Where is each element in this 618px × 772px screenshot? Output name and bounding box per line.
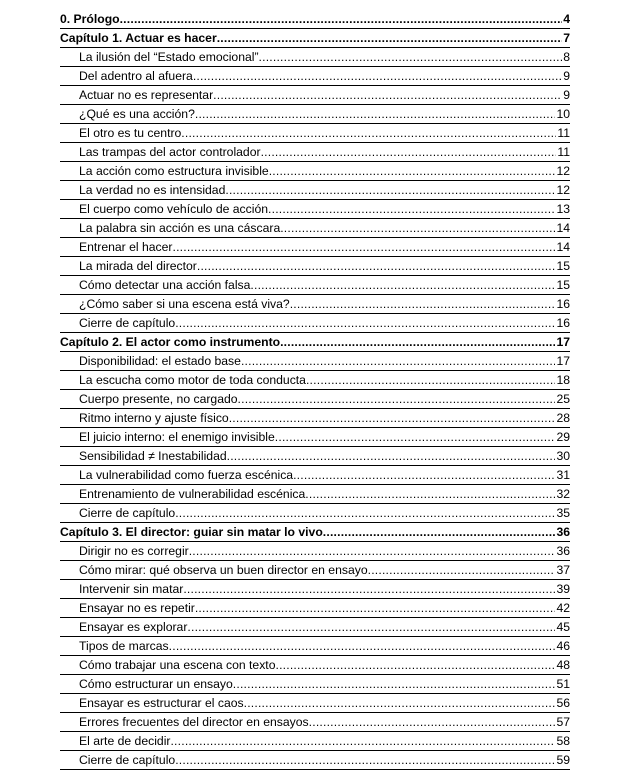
toc-title: Ensayar es estructurar el caos <box>79 696 244 710</box>
toc-entry-row[interactable] <box>60 599 570 618</box>
dot-leader <box>175 752 555 769</box>
dot-leader <box>305 486 555 503</box>
toc-entry-row[interactable] <box>60 485 570 504</box>
toc-page-number: 37 <box>556 563 570 577</box>
dot-leader <box>187 619 555 636</box>
toc-page-number: 51 <box>556 677 570 691</box>
toc-entry-row[interactable] <box>60 618 570 637</box>
toc-title: La escucha como motor de toda conducta <box>79 373 306 387</box>
toc-chapter-row[interactable] <box>60 333 570 352</box>
dot-leader <box>173 239 556 256</box>
toc-title: Sensibilidad ≠ Inestabilidad <box>79 449 227 463</box>
toc-title: La vulnerabilidad como fuerza escénica <box>79 468 294 482</box>
toc-entry-row[interactable] <box>60 124 570 143</box>
toc-page-number: 12 <box>556 164 570 178</box>
dot-leader <box>323 524 556 541</box>
toc-title: El arte de decidir <box>79 734 171 748</box>
toc-entry-row[interactable] <box>60 694 570 713</box>
toc-title: Ritmo interno y ajuste físico <box>79 411 229 425</box>
dot-leader <box>261 144 557 161</box>
toc-page-number: 15 <box>556 278 570 292</box>
toc-entry-row[interactable] <box>60 371 570 390</box>
toc-entry-row[interactable] <box>60 219 570 238</box>
toc-page-number: 14 <box>556 240 570 254</box>
dot-leader <box>280 220 555 237</box>
toc-entry-row[interactable] <box>60 580 570 599</box>
toc-chapter-row[interactable] <box>60 523 570 542</box>
toc-entry-row[interactable] <box>60 675 570 694</box>
toc-entry-row[interactable] <box>60 466 570 485</box>
toc-entry-row[interactable] <box>60 295 570 314</box>
toc-entry-row[interactable] <box>60 276 570 295</box>
toc-page-number: 45 <box>556 620 570 634</box>
toc-page-number: 36 <box>556 544 570 558</box>
toc-title: Cierre de capítulo <box>79 316 176 330</box>
toc-chapter-row[interactable] <box>60 29 570 48</box>
dot-leader <box>250 277 555 294</box>
toc-title: Disponibilidad: el estado base <box>79 354 241 368</box>
toc-title: ¿Qué es una acción? <box>79 107 195 121</box>
toc-title: Cómo detectar una acción falsa <box>79 278 251 292</box>
dot-leader <box>306 372 555 389</box>
dot-leader <box>189 543 556 560</box>
toc-page-number: 39 <box>556 582 570 596</box>
toc-entry-row[interactable] <box>60 656 570 675</box>
dot-leader <box>293 467 555 484</box>
toc-title: La acción como estructura invisible <box>79 164 269 178</box>
toc-page-number: 16 <box>556 297 570 311</box>
toc-page-number: 57 <box>556 715 570 729</box>
toc-title: 0. Prólogo <box>60 12 120 26</box>
dot-leader <box>268 201 555 218</box>
dot-leader <box>181 125 556 142</box>
toc-entry-row[interactable] <box>60 542 570 561</box>
toc-page-number: 48 <box>556 658 570 672</box>
dot-leader <box>169 638 556 655</box>
dot-leader <box>227 448 556 465</box>
toc-entry-row[interactable] <box>60 352 570 371</box>
dot-leader <box>175 315 555 332</box>
toc-page-number: 59 <box>556 753 570 767</box>
toc-title: Capítulo 2. El actor como instrumento <box>60 335 281 349</box>
toc-title: Capítulo 3. El director: guiar sin matar lo vivo <box>60 525 323 539</box>
toc-page-number: 11 <box>557 126 570 140</box>
dot-leader <box>259 49 563 66</box>
toc-page-number: 8 <box>563 50 570 64</box>
dot-leader <box>225 182 555 199</box>
toc-title: Dirigir no es corregir <box>79 544 189 558</box>
toc-page-number: 35 <box>556 506 570 520</box>
toc-entry-row[interactable] <box>60 428 570 447</box>
dot-leader <box>241 353 556 370</box>
toc-page-number: 25 <box>556 392 570 406</box>
toc-page-number: 30 <box>556 449 570 463</box>
toc-entry-row[interactable] <box>60 713 570 732</box>
toc-title: Intervenir sin matar <box>79 582 184 596</box>
dot-leader <box>238 391 556 408</box>
toc-title: Las trampas del actor controlador <box>79 145 261 159</box>
dot-leader <box>213 87 562 104</box>
toc-entry-row[interactable] <box>60 257 570 276</box>
dot-leader <box>170 733 555 750</box>
toc-title: La palabra sin acción es una cáscara <box>79 221 281 235</box>
toc-entry-row[interactable] <box>60 751 570 770</box>
toc-entry-row[interactable] <box>60 409 570 428</box>
toc-page-number: 29 <box>556 430 570 444</box>
toc-entry-row[interactable] <box>60 637 570 656</box>
dot-leader <box>197 258 556 275</box>
toc-page-number: 16 <box>556 316 570 330</box>
toc-page-number: 10 <box>556 107 570 121</box>
toc-page-number: 56 <box>556 696 570 710</box>
dot-leader <box>175 505 555 522</box>
toc-title: Cómo trabajar una escena con texto <box>79 658 276 672</box>
toc-page-number: 28 <box>556 411 570 425</box>
toc-title: Entrenar el hacer <box>79 240 173 254</box>
toc-title: Cómo estructurar un ensayo <box>79 677 233 691</box>
toc-entry-row[interactable] <box>60 561 570 580</box>
toc-page-number: 15 <box>556 259 570 273</box>
toc-title: Ensayar no es repetir <box>79 601 195 615</box>
toc-entry-row[interactable] <box>60 390 570 409</box>
toc-page-number: 42 <box>556 601 570 615</box>
toc-page-number: 13 <box>556 202 570 216</box>
dot-leader <box>275 429 556 446</box>
dot-leader <box>120 11 563 28</box>
toc-chapter-row[interactable] <box>60 10 570 29</box>
toc-title: El juicio interno: el enemigo invisible <box>79 430 275 444</box>
toc-entry-row[interactable] <box>60 67 570 86</box>
toc-entry-row[interactable] <box>60 181 570 200</box>
toc-page-number: 14 <box>556 221 570 235</box>
dot-leader <box>229 410 556 427</box>
toc-entry-row[interactable] <box>60 48 570 67</box>
toc-entry-row[interactable] <box>60 200 570 219</box>
toc-title: Entrenamiento de vulnerabilidad escénica <box>79 487 306 501</box>
toc-entry-row[interactable] <box>60 447 570 466</box>
toc-page-number: 58 <box>556 734 570 748</box>
dot-leader <box>233 676 556 693</box>
toc-title: Capítulo 1. Actuar es hacer <box>60 31 217 45</box>
toc-title: Cuerpo presente, no cargado <box>79 392 238 406</box>
toc-title: El otro es tu centro <box>79 126 182 140</box>
toc-page-number: 7 <box>563 31 570 45</box>
toc-page-number: 4 <box>563 12 570 26</box>
toc-title: La mirada del director <box>79 259 197 273</box>
dot-leader <box>183 581 555 598</box>
toc-page-number: 12 <box>556 183 570 197</box>
toc-title: Del adentro al afuera <box>79 69 193 83</box>
toc-entry-row[interactable] <box>60 162 570 181</box>
dot-leader <box>309 714 556 731</box>
toc-title: La ilusión del “Estado emocional” <box>79 50 259 64</box>
dot-leader <box>193 68 562 85</box>
dot-leader <box>280 334 555 351</box>
toc-title: Actuar no es representar <box>79 88 214 102</box>
toc-page-number: 32 <box>556 487 570 501</box>
toc-title: El cuerpo como vehículo de acción <box>79 202 269 216</box>
toc-page-number: 9 <box>563 69 570 83</box>
toc-page-number: 36 <box>556 525 570 539</box>
toc-title: ¿Cómo saber si una escena está viva? <box>79 297 290 311</box>
toc-entry-row[interactable] <box>60 86 570 105</box>
toc-entry-row[interactable] <box>60 238 570 257</box>
dot-leader <box>368 562 556 579</box>
toc-page-number: 18 <box>556 373 570 387</box>
toc-title: Cierre de capítulo <box>79 506 176 520</box>
toc-title: Cómo mirar: qué observa un buen director en ensayo <box>79 563 368 577</box>
toc-page-number: 31 <box>556 468 570 482</box>
dot-leader <box>195 106 556 123</box>
toc-entry-row[interactable] <box>60 105 570 124</box>
dot-leader <box>269 163 556 180</box>
dot-leader <box>290 296 556 313</box>
toc-page-number: 46 <box>556 639 570 653</box>
dot-leader <box>195 600 556 617</box>
dot-leader <box>244 695 556 712</box>
toc-title: Tipos de marcas <box>79 639 169 653</box>
toc-page-number: 17 <box>556 354 570 368</box>
toc-title: Ensayar es explorar <box>79 620 188 634</box>
toc-entry-row[interactable] <box>60 504 570 523</box>
toc-title: La verdad no es intensidad <box>79 183 226 197</box>
toc-entry-row[interactable] <box>60 732 570 751</box>
toc-page-number: 11 <box>557 145 570 159</box>
toc-page-number: 17 <box>556 335 570 349</box>
dot-leader <box>275 657 555 674</box>
toc-entry-row[interactable] <box>60 314 570 333</box>
toc-page-number: 9 <box>563 88 570 102</box>
table-of-contents <box>60 10 570 770</box>
toc-title: Cierre de capítulo <box>79 753 176 767</box>
toc-entry-row[interactable] <box>60 143 570 162</box>
toc-title: Errores frecuentes del director en ensayos <box>79 715 309 729</box>
dot-leader <box>217 30 563 47</box>
